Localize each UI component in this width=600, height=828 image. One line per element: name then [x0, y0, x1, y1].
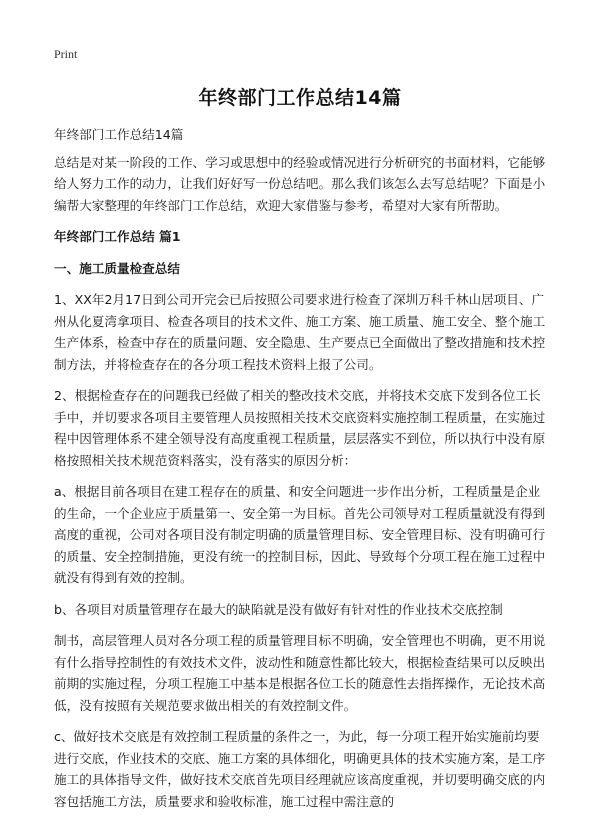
document-subtitle: 年终部门工作总结14篇 [54, 127, 184, 142]
intro-paragraph: 总结是对某一阶段的工作、学习或思想中的经验或情况进行分析研究的书面材料，它能够给人努力工作的动力，让我们好好写一份总结吧。那么我们该怎么去写总结呢？下面是小编帮大家整理的年终部门工作总结，欢迎大家借鉴与参考，希望对大家有所帮助。 [54, 154, 546, 213]
body-paragraph: a、根据目前各项目在建工程存在的质量、和安全问题进一步作出分析，工程质量是企业的生命，一个企业应于质量第一、安全第一为目标。首先公司领导对工程质量就没有得到高度的重视，公司对各项目没有制定明确的质量管理目标、安全管理目标、没有明确可行的质量、安全控制措施，更没有统一的控制目标，因此、导致每个分项工程在施工过程中就没有得到有效的控制。 [54, 484, 546, 585]
document-title: 年终部门工作总结14篇 [198, 87, 402, 109]
body-paragraph: b、各项目对质量管理存在最大的缺陷就是没有做好有针对性的作业技术交底控制 [54, 601, 503, 617]
body-paragraph: 2、根据检查存在的问题我已经做了相关的整改技术交底，并将技术交底下发到各位工长手中，并切要求各项目主要管理人员按照相关技术交底资料实施控制工程质量，在实施过程中因管理体系不建全领导没有高度重视工程质量，层层落实不到位，所以执行中没有原格按照相关技术规范资料落实，没有落实的原因分析： [54, 388, 546, 468]
body-paragraph: 1、XX年2月17日到公司开完会已后按照公司要求进行检查了深圳万科千林山居项目、广州从化夏湾拿项目、检查各项目的技术文件、施工方案、施工质量、施工安全、整个施工生产体系，检查中存在的质量问题、安全隐患、生产要点已全面做出了整改措施和技术控制方法，并将检查存在的各分项工程技术资料上报了公司。 [54, 292, 546, 372]
body-paragraph: 制书，高层管理人员对各分项工程的质量管理目标不明确，安全管理也不明确，更不用说有什么指导控制性的有效技术文件，波动性和随意性都比较大，根据检查结果可以反映出前期的实施过程，分项工程施工中基本是根据各位工长的随意性去指挥操作，无论技术高低，没有按照有关规范要求做出相关的有效控制文件。 [54, 633, 546, 713]
subsection-heading: 一、施工质量检查总结 [54, 260, 180, 276]
print-label: Print [54, 47, 78, 61]
body-paragraph: c、做好技术交底是有效控制工程质量的条件之一，为此，每一分项工程开始实施前均要进行交底，作业技术的交底、施工方案的具体细化，明确更具体的技术实施方案，是工序施工的具体指导文件，做好技术交底首先项目经理就应该高度重视，并切要明确交底的内容包括施工方法，质量要求和验收标准，施工过程中需注意的 [54, 729, 546, 809]
document-body [54, 124, 550, 822]
section-heading: 年终部门工作总结 篇1 [54, 229, 181, 244]
